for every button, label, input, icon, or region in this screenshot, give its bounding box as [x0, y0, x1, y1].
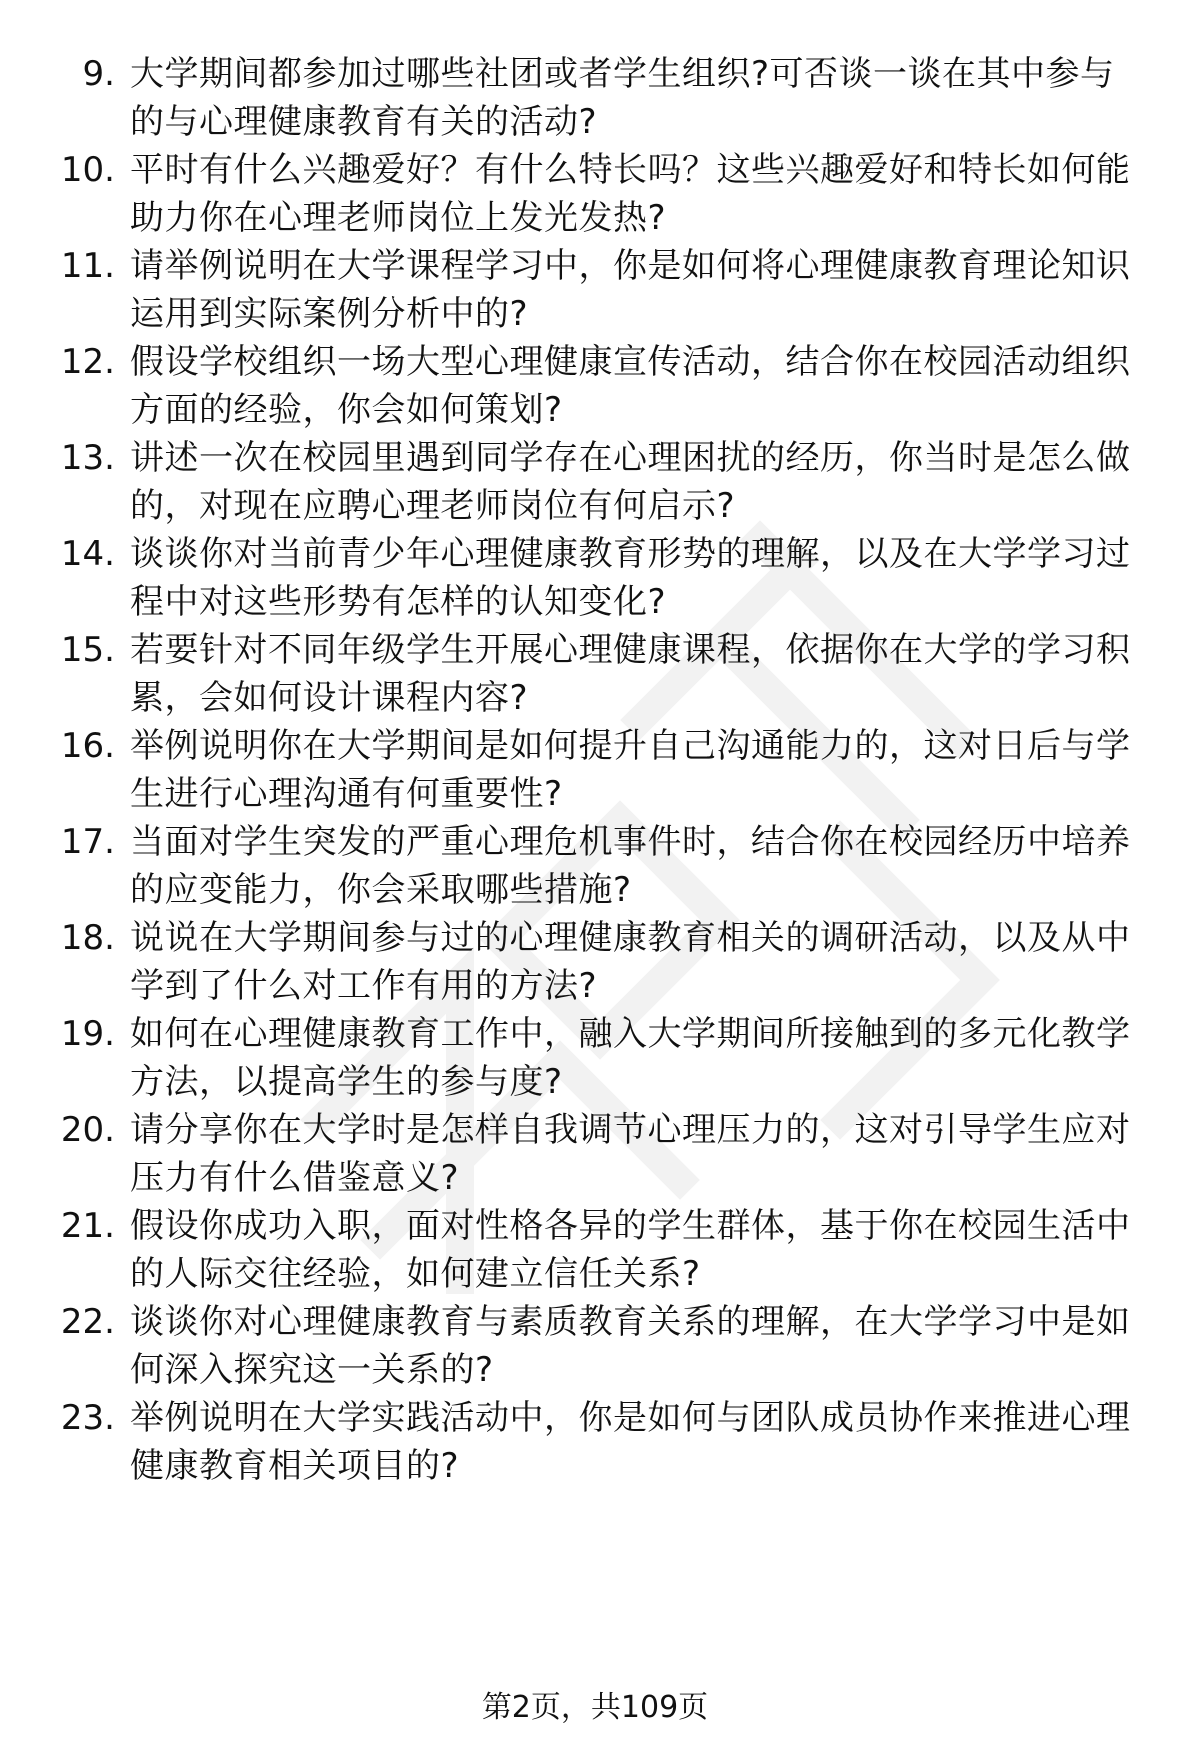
question-text: 说说在大学期间参与过的心理健康教育相关的调研活动，以及从中学到了什么对工作有用的方法?: [130, 918, 1131, 1006]
page-footer: 第2页，共109页: [481, 1690, 709, 1725]
question-number: 18.: [60, 918, 115, 958]
question-number: 17.: [60, 822, 115, 862]
question-number: 20.: [60, 1110, 115, 1150]
question-text: 举例说明你在大学期间是如何提升自己沟通能力的，这对日后与学生进行心理沟通有何重要性?: [130, 726, 1131, 814]
question-item: [55, 146, 1155, 246]
question-number: 12.: [60, 342, 115, 382]
question-text: 平时有什么兴趣爱好？有什么特长吗？这些兴趣爱好和特长如何能助力你在心理老师岗位上发光发热?: [130, 150, 1131, 238]
question-text: 举例说明在大学实践活动中，你是如何与团队成员协作来推进心理健康教育相关项目的?: [130, 1398, 1131, 1486]
question-item: [55, 1010, 1155, 1110]
question-item: [55, 1106, 1155, 1206]
question-number: 14.: [60, 534, 115, 574]
question-text: 请举例说明在大学课程学习中，你是如何将心理健康教育理论知识运用到实际案例分析中的?: [130, 246, 1131, 334]
question-text: 谈谈你对当前青少年心理健康教育形势的理解，以及在大学学习过程中对这些形势有怎样的认知变化?: [130, 534, 1131, 622]
question-item: [55, 434, 1155, 534]
question-text: 假设你成功入职，面对性格各异的学生群体，基于你在校园生活中的人际交往经验，如何建立信任关系?: [130, 1206, 1131, 1294]
question-number: 11.: [60, 246, 115, 286]
question-number: 15.: [60, 630, 115, 670]
question-item: [55, 914, 1155, 1014]
question-number: 21.: [60, 1206, 115, 1246]
question-text: 谈谈你对心理健康教育与素质教育关系的理解，在大学学习中是如何深入探究这一关系的?: [130, 1302, 1131, 1390]
question-number: 22.: [60, 1302, 115, 1342]
question-number: 16.: [60, 726, 115, 766]
question-number: 9.: [82, 54, 115, 94]
question-text: 若要针对不同年级学生开展心理健康课程，依据你在大学的学习积累，会如何设计课程内容?: [130, 630, 1131, 718]
question-item: [55, 242, 1155, 342]
question-item: [55, 722, 1155, 822]
question-item: [55, 1394, 1155, 1494]
question-item: [55, 1298, 1155, 1398]
question-item: [55, 50, 1155, 150]
question-text: 假设学校组织一场大型心理健康宣传活动，结合你在校园活动组织方面的经验，你会如何策划?: [130, 342, 1131, 430]
question-item: [55, 1202, 1155, 1302]
question-text: 请分享你在大学时是怎样自我调节心理压力的，这对引导学生应对压力有什么借鉴意义?: [130, 1110, 1131, 1198]
question-item: [55, 626, 1155, 726]
question-number: 10.: [60, 150, 115, 190]
question-text: 大学期间都参加过哪些社团或者学生组织?可否谈一谈在其中参与的与心理健康教育有关的活动?: [130, 54, 1115, 142]
question-number: 19.: [60, 1014, 115, 1054]
question-number: 13.: [60, 438, 115, 478]
question-item: [55, 338, 1155, 438]
question-text: 当面对学生突发的严重心理危机事件时，结合你在校园经历中培养的应变能力，你会采取哪些措施?: [130, 822, 1131, 910]
question-item: [55, 818, 1155, 918]
question-item: [55, 530, 1155, 630]
question-text: 如何在心理健康教育工作中，融入大学期间所接触到的多元化教学方法，以提高学生的参与度?: [130, 1014, 1131, 1102]
question-text: 讲述一次在校园里遇到同学存在心理困扰的经历，你当时是怎么做的，对现在应聘心理老师岗位有何启示?: [130, 438, 1131, 526]
question-number: 23.: [60, 1398, 115, 1438]
